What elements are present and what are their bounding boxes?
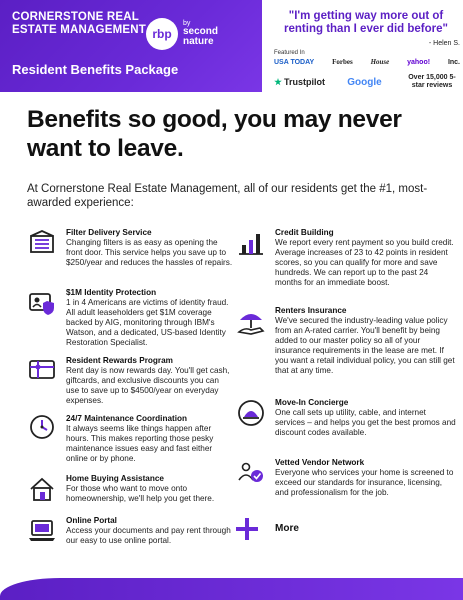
press-logos: [274, 58, 460, 66]
ratings-row: [274, 74, 460, 90]
clock-wrench-icon: [27, 412, 57, 442]
benefit-desc: Rent day is now rewards day. You'll get cash, giftcards, and exclusive discounts you can use to save up to $4500/year on everyday expenses.: [66, 366, 230, 405]
gift-card-icon: [27, 354, 57, 384]
more-label: More: [275, 523, 299, 534]
forbes-logo: Forbes: [332, 58, 353, 66]
benefit-title: Home Buying Assistance: [66, 474, 164, 483]
benefit-title: Move-In Concierge: [275, 398, 349, 407]
benefit-filter-delivery: [66, 228, 234, 268]
filter-box-icon: [27, 228, 57, 258]
intro-text: At Cornerstone Real Estate Management, all of our residents get the #1, most-awarded experience:: [27, 183, 428, 209]
logo-by-text: by: [183, 20, 191, 27]
second-nature-logo: second nature: [183, 26, 219, 47]
company-name: CORNERSTONE REAL ESTATE MANAGEMENT: [12, 11, 146, 36]
benefit-title: Filter Delivery Service: [66, 228, 152, 237]
id-shield-icon: [27, 288, 57, 318]
benefit-title: Online Portal: [66, 516, 117, 525]
concierge-bell-icon: [236, 398, 266, 428]
benefit-desc: 1 in 4 Americans are victims of identity fraud. All adult leaseholders get $1M coverage backed by AIG, monitoring through IBM's Watson, and a dedicated, US-based Identity Restoration Specialist.: [66, 298, 229, 347]
google-label: Google: [347, 76, 382, 88]
headline: Benefits so good, you may never want to leave.: [27, 106, 402, 162]
benefit-credit-building: [275, 228, 457, 288]
trustpilot-logo: [274, 77, 325, 87]
laptop-icon: [27, 515, 57, 545]
package-title: Resident Benefits Package: [12, 62, 179, 77]
benefit-desc: Changing filters is as easy as opening the front door. This service helps you save up to $250/year and reduces the hassles of repairs.: [66, 238, 233, 267]
plus-icon: [236, 518, 258, 540]
footer-bar: [0, 578, 463, 600]
bar-chart-icon: [236, 228, 266, 258]
house-icon: [27, 474, 57, 504]
benefit-desc: One call sets up utility, cable, and internet services – and helps you get the best promos and discount codes available.: [275, 408, 456, 437]
benefit-desc: Access your documents and pay rent through our easy to use online portal.: [66, 526, 231, 545]
benefit-title: Vetted Vendor Network: [275, 458, 365, 467]
benefit-renters-insurance: [275, 306, 457, 376]
google-logo: [347, 77, 381, 88]
testimonial-author: - Helen S.: [428, 40, 460, 47]
benefit-title: 24/7 Maintenance Coordination: [66, 414, 188, 423]
benefit-online-portal: [66, 516, 234, 546]
benefit-home-buying: [66, 474, 234, 504]
benefit-resident-rewards: [66, 356, 234, 406]
header: [0, 0, 463, 92]
benefit-desc: For those who want to move onto homeownership, we'll help you get there.: [66, 484, 215, 503]
benefit-title: Renters Insurance: [275, 306, 347, 315]
benefit-desc: It always seems like things happen after hours. This makes reporting those pesky maintenance issues easy and fast either online or by phone.: [66, 424, 214, 463]
benefit-title: $1M Identity Protection: [66, 288, 157, 297]
benefit-identity-protection: [66, 288, 234, 348]
yahoo-logo: yahoo!: [407, 58, 431, 66]
benefit-desc: We report every rent payment so you build credit. Average increases of 23 to 42 points in resident scores, so you can qualify for more and save hundreds. We can report up to the past 24 months for an immediate boost.: [275, 238, 454, 287]
featured-in-label: Featured In: [274, 50, 305, 56]
reviews-count: Over 15,000 5-star reviews: [408, 74, 456, 89]
rbp-logo: rbp: [146, 18, 178, 50]
usa-today-logo: USA TODAY: [274, 58, 315, 66]
benefit-desc: Everyone who services your home is screened to exceed our standards for insurance, licensing, and professionalism for the job.: [275, 468, 454, 497]
trustpilot-label: Trustpilot: [284, 77, 325, 87]
umbrella-hand-icon: [236, 306, 266, 336]
benefit-title: Resident Rewards Program: [66, 356, 173, 365]
benefit-maintenance: [66, 414, 234, 464]
trustpilot-star-icon: [274, 78, 282, 86]
house-logo: House: [370, 58, 390, 66]
people-check-icon: [236, 458, 266, 488]
benefit-vetted-vendor: [275, 458, 457, 498]
benefit-title: Credit Building: [275, 228, 334, 237]
testimonial-quote: "I'm getting way more out of renting than I ever did before": [284, 10, 448, 35]
benefit-move-in-concierge: [275, 398, 457, 438]
benefit-desc: We've secured the industry-leading value policy from an A-rated carrier. You'll benefit by being added to our master policy so all of your insurance requirements in the lease are met. If you want a retail individual policy, you can still get that at any time.: [275, 316, 455, 375]
inc-logo: Inc.: [447, 58, 460, 66]
